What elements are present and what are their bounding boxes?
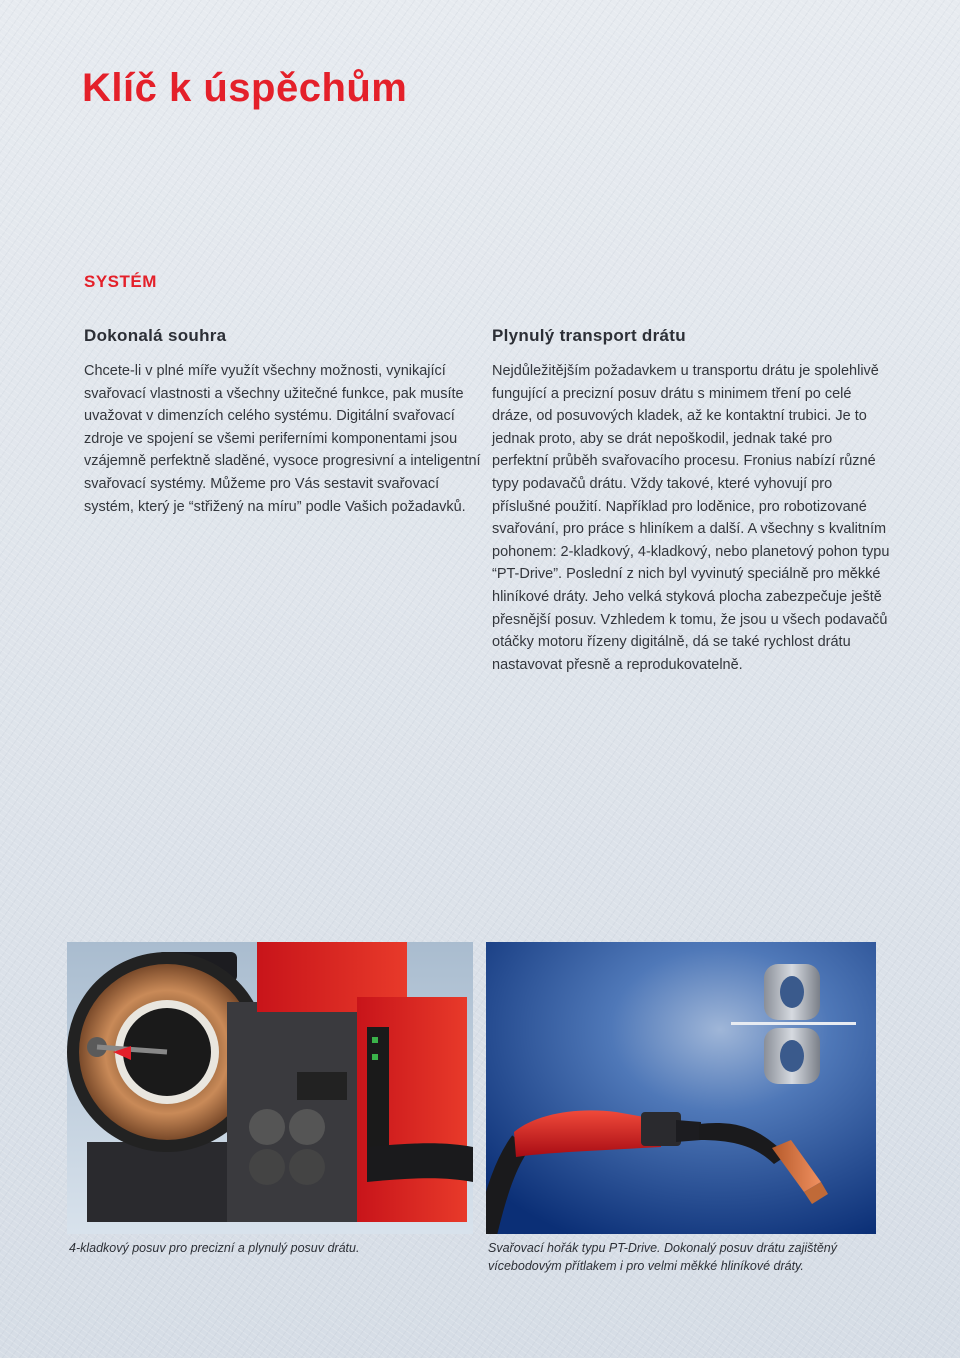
right-photo-caption: Svařovací hořák typu PT-Drive. Dokonalý posuv drátu zajištěný vícebodovým přítlakem i pro velmi měkké hliníkové dráty.	[488, 1241, 838, 1273]
left-column	[84, 326, 484, 518]
right-column-text: Nejdůležitějším požadavkem u transportu drátu je spolehlivě fungující a precizní posuv drátu s minimem tření po celé dráze, od posuvových kladek, až ke kontaktní trubici. Je to jednak proto, aby se drát nepoškodil, jednak také pro perfektní průběh svařovacího procesu. Fronius nabízí různé typy podavačů drátu. Vždy takové, které vyhovují pro příslušné použití. Například pro loděnice, pro robotizované svařování, pro práce s hliníkem a další. A všechny s kvalitním pohonem: 2-kladkový, 4-kladkový, nebo planetový pohon typu “PT-Drive”. Poslední z nich byl vyvinutý speciálně pro měkké hliníkové dráty. Jeho velká styková plocha zabezpečuje ještě přesnější posuv. Vzhledem k tomu, že jsou u všech podavačů otáčky motoru řízeny digitálně, dá se také rychlost drátu nastavovat přesně a reprodukovatelně.	[492, 363, 890, 673]
section-heading: SYSTÉM	[84, 272, 157, 291]
right-column	[492, 326, 892, 676]
welding-torch-photo	[486, 942, 876, 1234]
page-title: Klíč k úspěchům	[82, 66, 408, 110]
right-column-heading: Plynulý transport drátu	[492, 326, 686, 345]
left-photo-caption: 4-kladkový posuv pro precizní a plynulý posuv drátu.	[69, 1241, 360, 1255]
left-column-text: Chcete-li v plné míře využít všechny možnosti, vynikající svařovací vlastnosti a všechny užitečné funkce, pak musíte uvažovat v dimenzích celého systému. Digitální svařovací zdroje ve spojení se všemi periferními komponentami jsou vzájemně perfektně sladěné, vysoce progresivní a inteligentní svařovací systémy. Můžeme pro Vás sestavit svařovací systém, který je “střižený na míru” podle Vašich požadavků.	[84, 363, 481, 515]
left-column-heading: Dokonalá souhra	[84, 326, 227, 345]
wire-feeder-photo	[67, 942, 473, 1234]
